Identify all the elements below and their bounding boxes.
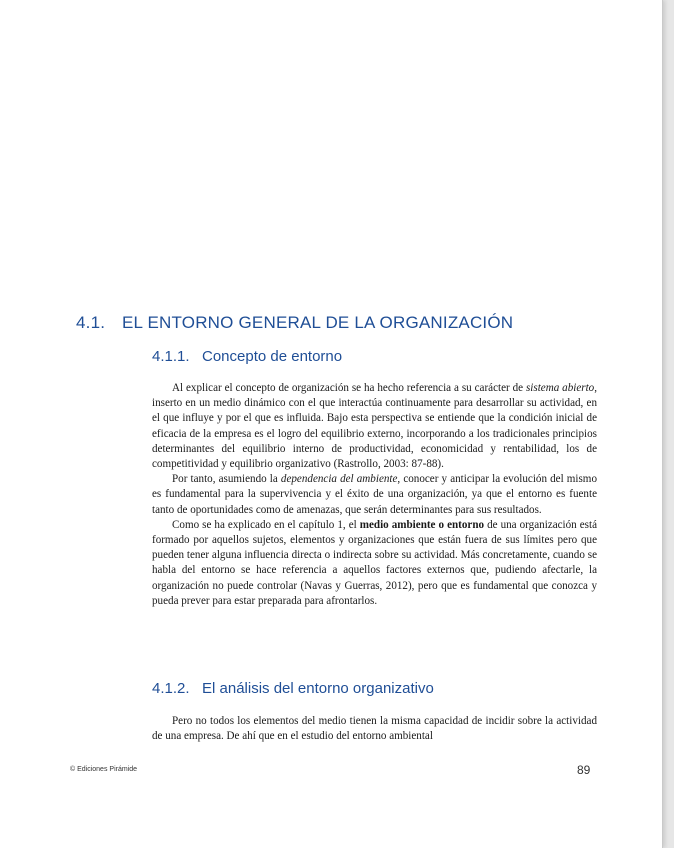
footer-publisher: © Ediciones Pirámide [70,766,138,773]
bold-term: medio ambiente o entorno [359,518,485,531]
section-number: 4.1. [76,313,106,332]
subsection-number: 4.1.2. [152,680,190,697]
paragraph: Pero no todos los elementos del medio tienen la misma capacidad de incidir sobre la actividad de una empresa. De ahí que en el estudio del entorno ambiental [152,715,597,743]
paragraph [152,518,597,609]
italic-term: dependencia del ambiente [280,473,398,486]
subsection-heading-analisis [152,680,434,697]
paragraph-text: Como se ha explicado en el capítulo 1, el [172,518,360,531]
subsection-body-analisis [152,714,597,744]
paragraph [152,381,597,472]
subsection-heading-concepto [152,348,342,365]
subsection-body-concepto [152,381,597,609]
paragraph-text: Por tanto, asumiendo la [172,473,281,486]
page-number: 89 [577,763,591,777]
subsection-title: Concepto de entorno [202,348,343,365]
section-title: EL ENTORNO GENERAL DE LA ORGANIZACIÓN [122,313,514,332]
paragraph-text: Al explicar el concepto de organización se ha hecho referencia a su carácter de [172,382,526,394]
italic-term: sistema abierto [525,382,595,394]
subsection-title: El análisis del entorno organizativo [202,680,434,697]
subsection-number: 4.1.1. [152,348,190,365]
section-heading [76,313,513,333]
paragraph [152,472,597,518]
paragraph-text: , conocer y anticipar la evolución del mismo es fundamental para la supervivencia y el éxito de una organización, ya que el entorno es fuente tanto de oportunidades como de amenazas, que serán determinantes para sus resultados. [152,473,597,516]
paragraph-text: , inserto en un medio dinámico con el que interactúa continuamente para desarrollar su actividad, en el que influye y por el que es influida. Bajo esta perspectiva se entiende que la condición inicial de eficacia de la empresa es el logro del equilibrio externo, incorporando a los tradicionales principios determinantes del equilibrio interno de productividad, economicidad y rentabilidad, los de competitividad y equilibrio organizativo (Rastrollo, 2003: 87-88). [152,382,597,471]
paragraph-text: de una organización está formado por aquellos sujetos, elementos y organizaciones que están fuera de sus límites pero que pueden tener alguna influencia directa o indirecta sobre su actividad. Más concretamente, cuando se habla del entorno se hace referencia a aquellos factores externos que, pudiendo afectarle, la organización no puede controlar (Navas y Guerras, 2012), pero que es fundamental que conozca y pueda prever para estar preparada para afrontarlos. [152,518,597,607]
